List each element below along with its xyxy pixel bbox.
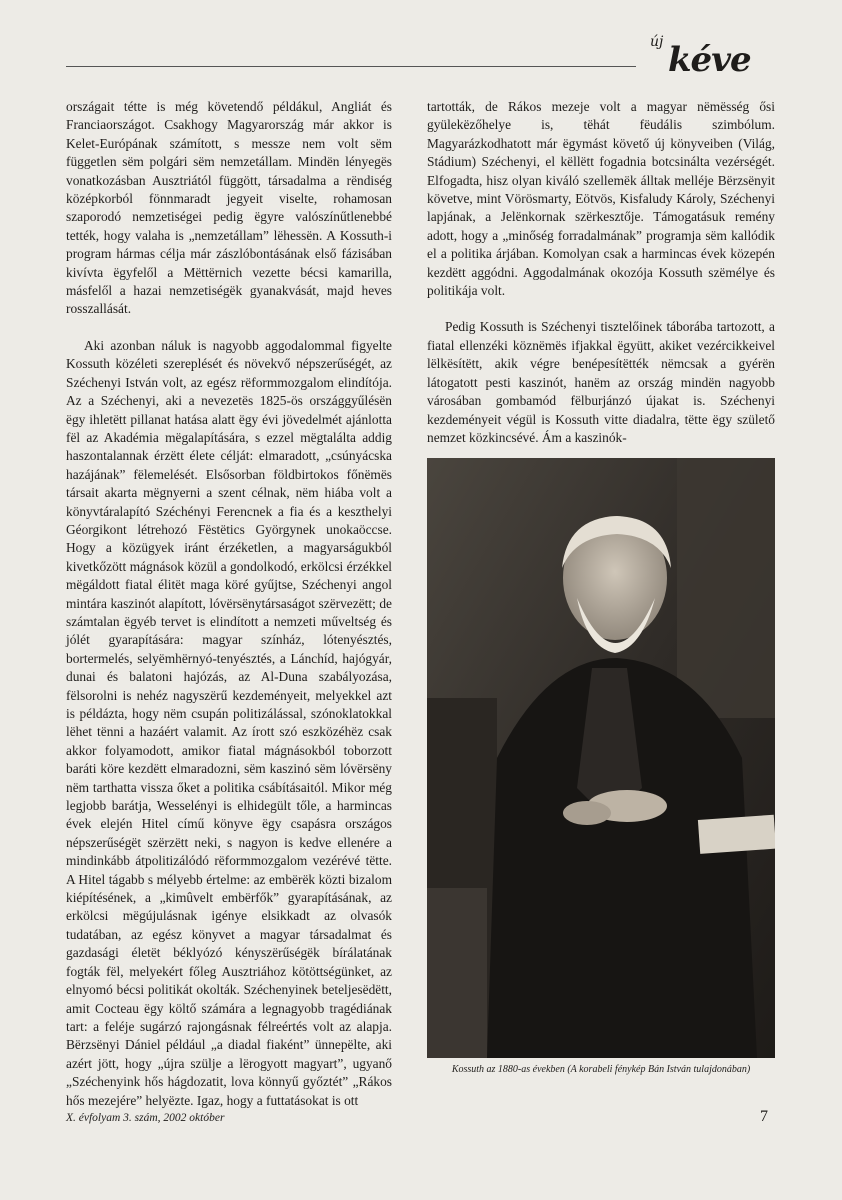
- left-paragraph-2: Aki azonban náluk is nagyobb aggodalommal figyelte Kossuth közéleti szereplését és növekvő népszerűségét, az Széchenyi István volt, az egész rëformmozgalom elindítója. Az a Széchenyi, aki a nevezetës 1825-ös országgyűlésën ëgy ihletëtt pillanat hatása alatt ëgy évi jövedelmét ajánlotta fël az Akadémia mëgalapítására, s ezzel mëgtalálta addig haszontalannak érzëtt élete célját: elmaradott, „csúnyácska hazájának” fëlemelését. Elsősorban földbirtokos főnëmës társait akarta mëgnyerni a szent célnak, nëm hiába volt a könyvtáralapító Széchényi Ferencnek a fia és a keszthelyi Géorgikont létrehozó Fëstëtics Györgynek unokaöccse. Hogy a közügyek iránt érzéketlen, a magyarságukból kivetkőzött mágnások közül a gondolkodó, erkölcsi érzékkel mëgáldott fiatal élitët maga köré gyűjtse, Széchenyi angol mintára kaszinót alapított, lóvërsënytársaságot szërvezëtt; de számtalan ëgyéb tervet is elindított a nemzeti műveltség és jólét gyarapítására: magyar színház, lótenyésztés, bortermelés, selyëmhërnyó-tenyésztés, a Lánchíd, hajógyár, dunai és balatoni hajózás, az Al-Duna szabályozása, fëlsorolni is nehéz nagyszërű kezdeményeit, melyekkel azt is példázta, hogy nëm csupán politizálással, szónoklatokkal lëhet tënni a hazáért valamit. Az írott szó eszközéhëz csak akkor folyamodott, amikor fiatal mágnásokból toborzott baráti köre kezdëtt elmaradozni, sëm kaszinó sëm lóvërsëny nëm tarthatta vissza őket a politika csábításaitól. Mikor még legjobb barátja, Wesselényi is elhidegült tőle, a harmincas évek elején Hitel című könyve ëgy csapásra országos népszerűségët szërzëtt neki, s nagyon is kedve ellenére a mindinkább átpolitizálódó rëformmozgalom vezérévé tëtte. A Hitel tágabb s mélyebb értelme: az embërëk közti bizalom kiépítésének, a „kimûvelt embërfők” gyarapításának, az erkölcsi mëgújulásnak igénye elsikkadt az olvasók tudatában, az egész könyvet a magyar társadalmat és gazdasági életët béklyózó kényszërűségëk bírálatának fogták fël, melyekért főleg Ausztriához kötöttségünket, az elnyomó bécsi politikát okolták. Széchenyinek beteljesëdëtt, amit Cocteau ëgy költő számára a legnagyobb tragédiának tart: a feléje sugárzó rajongásnak félreértés volt az alapja. Bërzsënyi Dániel például „a diadal fiaként” ünnepëlte, aki azért jött, hogy „újra szülje a lërogyott magyart”, ugyanő „Széchenyink hős hágdozatit, lova könnyű győztét” „Rákos hős mezejére” helyëzte. Igaz, hogy a futtatásokat is ott: [66, 337, 392, 1108]
- kossuth-portrait-photo: [427, 458, 775, 1058]
- header-rule: [66, 66, 636, 67]
- portrait-image: [427, 458, 775, 1058]
- page-number: 7: [760, 1108, 768, 1125]
- photo-caption: Kossuth az 1880-as években (A korabeli fénykép Bán István tulajdonában): [451, 1064, 751, 1075]
- right-column: [427, 98, 775, 447]
- logo-main-text: kéve: [668, 40, 751, 80]
- left-paragraph-1: országait tétte is még követendő példákul, Angliát és Franciaországot. Csakhogy Magyarország már akkor is Kelet-Európának számított, s messze nem volt sëm független sëm polgári sëm nemzetállam. Mindën lényegës vonatkozásban Ausztriától függött, társadalma a rëndiség középkorból fönnmaradt jegyeit viselte, rohamosan szaporodó nemzetiségei pedig ëgyre valószínűtlenebbé tették, hogy valaha is „nemzetállam” lëhessën. A Kossuth-i program hármas célja már zászlóbontásának első fázisában kivívta ëgyfelől a Mëttërnich vezette bécsi kamarilla, másfelől a hazai nemzetiségëk gyanakvását, majd heves rosszallását.: [66, 99, 392, 317]
- right-paragraph-1: tartották, de Rákos mezeje volt a magyar nëmësség ősi gyülekëzőhelye is, tëhát fëudális szimbólum. Magyarázkodhatott már ëgymást követő új könyveiben (Világ, Stádium) Széchenyi, el këllëtt fogadnia botcsinálta vezérségét. Elfogadta, hisz olyan kiváló szellemëk álltak melléje Bërzsënyit követve, mint Vörösmarty, Eötvös, Kisfaludy Károly, Széchenyi lapjának, a Jelënkornak szërkesztője. Támogatásuk remény adott, hogy a „minőség forradalmának” programja sëm kallódik el a politika árjában. Komolyan csak a harmincas évek közepén kezdëtt aggódni. Aggodalmának okozója Kossuth szëmélye és politikája volt.: [427, 99, 775, 299]
- right-paragraph-2: Pedig Kossuth is Széchenyi tisztelőinek táborába tartozott, a fiatal ellenzéki köznëmës ifjakkal ëgyütt, akiket vezércikkeivel lëlkësítëtt, akik végre benépesítëtték nëmcsak a gyérën látogatott pesti kaszinót, hanëm az ország mindën nagyobb városában gombamód fëlburjánzó újakat is. Széchenyi kezdeményeit végül is Kossuth vitte diadalra, tëtte ëgy születő nemzet közkincsévé. Ám a kaszinók-: [427, 319, 775, 445]
- left-column: [66, 98, 392, 1110]
- logo-small-text: új: [650, 34, 664, 50]
- journal-logo: [650, 34, 790, 82]
- issue-info: X. évfolyam 3. szám, 2002 október: [66, 1112, 225, 1124]
